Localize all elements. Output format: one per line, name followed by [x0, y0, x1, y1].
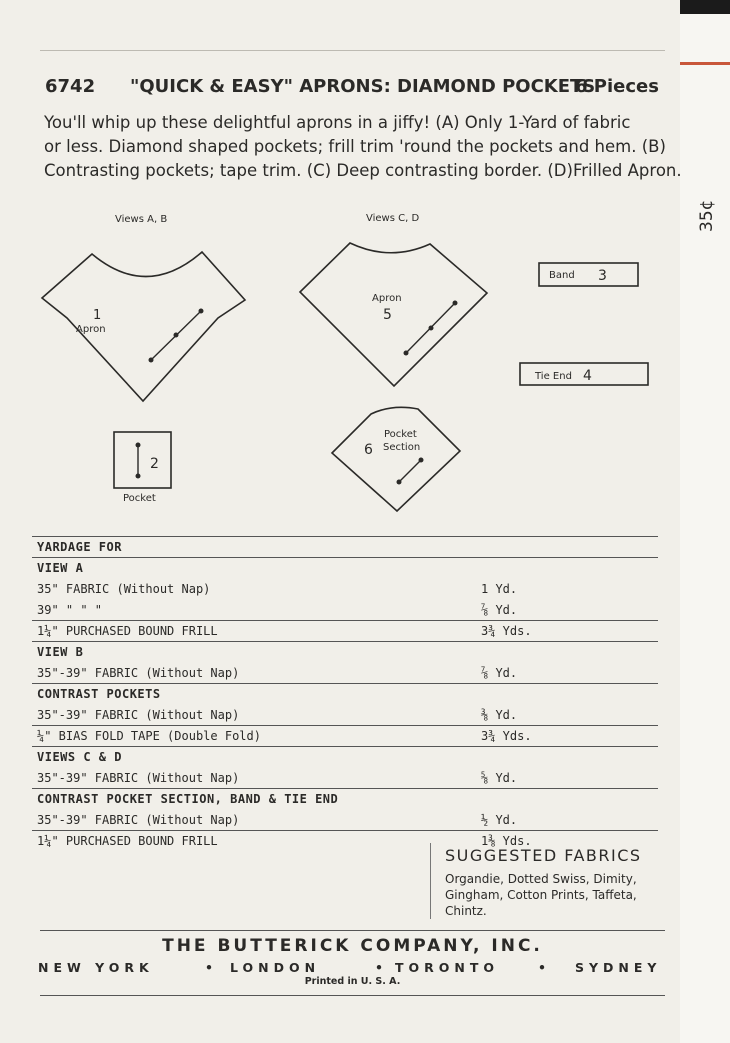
grain-dot: [404, 351, 409, 356]
yardage-amount: ⅝ Yd.: [481, 771, 518, 785]
yardage-title-row: [32, 536, 658, 558]
yardage-title: YARDAGE FOR: [37, 540, 122, 554]
description-line: or less. Diamond shaped pockets; frill trim 'round the pockets and hem. (B): [44, 137, 666, 156]
grain-dot: [419, 458, 424, 463]
yardage-table: [32, 536, 658, 852]
yardage-item: 1¼" PURCHASED BOUND FRILL: [37, 624, 218, 638]
yardage-item: VIEWS C & D: [37, 750, 122, 764]
yardage-row: [32, 684, 658, 705]
yardage-row: [32, 726, 658, 747]
pattern-pieces: 6 Pieces: [575, 76, 659, 97]
yardage-amount: ⅞ Yd.: [481, 603, 518, 617]
suggested-fabrics-box: [430, 843, 661, 919]
yardage-row: [32, 621, 658, 642]
yardage-row: [32, 558, 658, 579]
yardage-item: 39" " " ": [37, 603, 103, 617]
piece-2-label: Pocket: [123, 493, 156, 504]
city-separator: •: [538, 960, 551, 975]
grain-dot: [429, 326, 434, 331]
piece-5-apron-shape: [300, 243, 487, 386]
piece-1-apron-shape: [42, 252, 245, 401]
piece-2-pocket-shape: [114, 432, 171, 488]
grain-dot: [397, 480, 402, 485]
piece-6-pocket-section-shape: [332, 407, 460, 511]
grainline-6: [399, 460, 421, 482]
yardage-item: 35"-39" FABRIC (Without Nap): [37, 771, 240, 785]
description-line: Contrasting pockets; tape trim. (C) Deep contrasting border. (D)Frilled Apron.: [44, 161, 682, 180]
price-label: 35¢: [697, 199, 717, 232]
yardage-amount: 3¾ Yds.: [481, 729, 532, 743]
yardage-item: CONTRAST POCKETS: [37, 687, 161, 701]
piece-6-label-line1: Pocket: [384, 429, 417, 440]
city-separator: •: [375, 960, 388, 975]
piece-4-number: 4: [583, 368, 592, 384]
yardage-row: [32, 600, 658, 621]
yardage-row: [32, 747, 658, 768]
yardage-item: 35" FABRIC (Without Nap): [37, 582, 211, 596]
yardage-amount: ½ Yd.: [481, 813, 518, 827]
yardage-row: [32, 642, 658, 663]
views-cd-label: Views C, D: [366, 213, 420, 224]
yardage-item: 35"-39" FABRIC (Without Nap): [37, 813, 240, 827]
piece-6-label-line2: Section: [383, 442, 421, 453]
company-name: THE BUTTERICK COMPANY, INC.: [162, 936, 543, 956]
yardage-item: VIEW A: [37, 561, 84, 575]
views-ab-label: Views A, B: [115, 214, 168, 225]
yardage-item: ¼" BIAS FOLD TAPE (Double Fold): [37, 729, 261, 743]
yardage-amount: 1 Yd.: [481, 582, 518, 596]
yardage-item: 35"-39" FABRIC (Without Nap): [37, 666, 240, 680]
piece-5-label: Apron: [372, 293, 402, 304]
yardage-row: [32, 789, 658, 810]
piece-2-number: 2: [150, 456, 159, 472]
piece-3-number: 3: [598, 268, 607, 284]
yardage-amount: 3¾ Yds.: [481, 624, 532, 638]
yardage-row: [32, 810, 658, 831]
printed-in: Printed in U. S. A.: [304, 976, 401, 987]
pattern-number: 6742: [45, 76, 96, 97]
yardage-item: 35"-39" FABRIC (Without Nap): [37, 708, 240, 722]
piece-3-label: Band: [549, 270, 575, 281]
yardage-amount: ⅞ Yd.: [481, 666, 518, 680]
grain-dot: [149, 358, 154, 363]
yardage-item: CONTRAST POCKET SECTION, BAND & TIE END: [37, 792, 339, 806]
piece-6-number: 6: [364, 442, 373, 458]
yardage-amount: 1⅜ Yds.: [481, 834, 532, 848]
yardage-row: [32, 768, 658, 789]
piece-1-label: Apron: [76, 324, 106, 335]
footer-rule-top: [40, 930, 665, 931]
piece-5-number: 5: [383, 307, 392, 323]
yardage-item: VIEW B: [37, 645, 84, 659]
yardage-row: [32, 663, 658, 684]
yardage-row: [32, 579, 658, 600]
suggested-fabrics-list: Organdie, Dotted Swiss, Dimity, Gingham, Cotton Prints, Taffeta, Chintz.: [445, 872, 637, 918]
suggested-fabrics-title: SUGGESTED FABRICS: [445, 846, 642, 865]
city-name: NEW YORK: [38, 960, 154, 975]
city-name: SYDNEY: [575, 960, 662, 975]
city-separator: •: [205, 960, 218, 975]
yardage-amount: ⅜ Yd.: [481, 708, 518, 722]
grain-dot: [136, 474, 141, 479]
piece-4-label: Tie End: [535, 371, 572, 382]
piece-1-number: 1: [93, 308, 102, 323]
footer-rule-bottom: [40, 995, 665, 996]
yardage-item: 1¼" PURCHASED BOUND FRILL: [37, 834, 218, 848]
pattern-title: "QUICK & EASY" APRONS: DIAMOND POCKETS: [130, 76, 596, 97]
city-name: LONDON: [230, 960, 321, 975]
grain-dot: [453, 301, 458, 306]
grain-dot: [174, 333, 179, 338]
grain-dot: [199, 309, 204, 314]
city-name: TORONTO: [395, 960, 500, 975]
description-line: You'll whip up these delightful aprons in a jiffy! (A) Only 1-Yard of fabric: [44, 113, 631, 132]
yardage-row: [32, 705, 658, 726]
grain-dot: [136, 443, 141, 448]
